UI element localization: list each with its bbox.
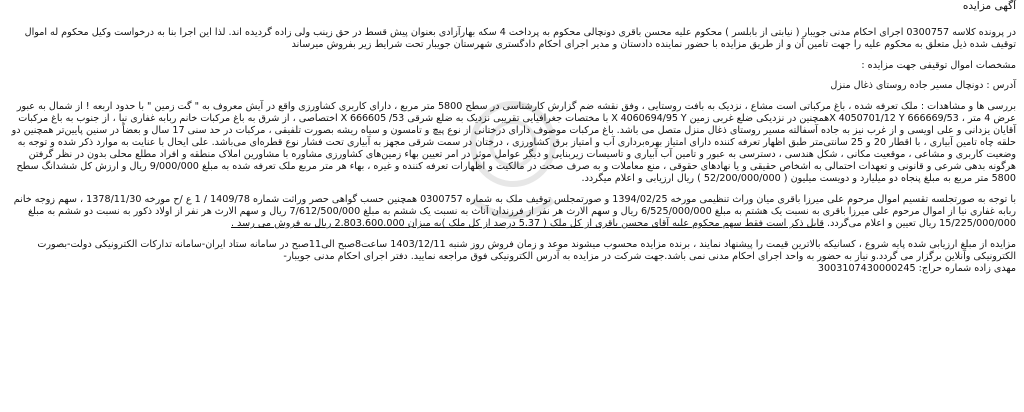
- auction-notice: [4, 0, 1016, 412]
- auction-terms-paragraph: مزایده از مبلغ ارزیابی شده پایه شروع ، کسانیکه بالاترین قیمت را پیشنهاد نمایند ، برنده مزایده محسوب میشوند موعد و زمان فروش روز شنبه 1403/12/11 ساعت8صبح الی11صبح در سامانه ستاد ایران-سامانه تدارکات الکترونیکی دولت-بصورت الکترونیکی وآنلاین برگزار می گردد.و نیاز به حضور به واحد اجرای احکام مدنی نمی باشد.جهت شرکت در مزایده به آدرس الکترونیکی فوق مراجعه نمایید. دفتر اجرای احکام مدنی جویبار-: [37, 239, 1016, 262]
- seized-property-heading: مشخصات اموال توقیفی جهت مزایده :: [861, 60, 1016, 71]
- auction-number: 3003107430000245: [817, 263, 916, 274]
- notice-intro-paragraph: در پرونده کلاسه 0300757 اجرای احکام مدنی جویبار ( نیابتی از بابلسر ) محکوم علیه محسن باقری دونچالی محکوم به پرداخت 4 سکه بهارآزادی بعنوان پیش قسط در حق زینب ولی زاده گردیده اند. لذا این اجرا بنا به درخواست وکیل محکوم له اموال توقیف شده ذیل متعلق به محکوم علیه را جهت تامین آن و از طریق مزایده با حضور نماینده دادستان و مدیر اجرای احکام دادگستری شهرستان جویبار تحت شرایط زیر بفروش میرساند: [24, 27, 1016, 50]
- sale-share-statement: قابل ذکر است فقط سهم محکوم علیه آقای محسن باقری از کل ملک ( 5.37 درصد از کل ملک )به میزان 2.803.600.000 ریال به فروش می رسد .: [231, 218, 824, 229]
- inspection-paragraph: بررسی ها و مشاهدات : ملک تعرفه شده ، باغ مرکباتی است مشاع ، نزدیک به بافت روستایی ، وفق نقشه ضم گزارش کارشناسی در سطح 5800 متر مربع ، دارای کاربری کشاورزی واقع در آیش معروف به " گت زمین " با حدود اربعه ! از شمال به عبور عرض 4 متر ، X 4050701/12 Y 666669/53همچنین در نزدیکی ضلع غربی زمین X 4060694/95 Y با مختصات جغرافیایی تقریبی نزدیک به ضلع شرقی X 666605 /53 اختصاصی ، از شرق به باغ مرکبات خانم ربابه غفاری نیا ، از جنوب به باغ مرکبات آقایان یزدانی و علی اویسی و از غرب نیز به جاده آسفالته مسیر روستای ذغال منزل متصل می باشد. باغ مرکبات موصوف دارای درختانی از نوع پیچ و تامسون و سیاه ریشه بصورت تلفیقی ، مرکبات در حد سنی 17 سال و بعضاً در سنین پایین‌تر همچنین دو حلقه چاه تامین آبیاری ، با اقطار 20 و 25 سانتی‌متر طبق اظهار تعرفه کننده دارای امتیاز بهره‌برداری آب و امتیاز برق کشاورزی ، درختان در سمت شرقی مجهز به آبیاری تحت فشار نوع قطره‌ای می‌باشد. علی ایحال با عنایت به موارد ذکر شده و توجه به وضعیت کاربری و مشاعی ، موقعیت مکانی ، شکل هندسی ، دسترسی به عبور و تامین آب آبیاری و تاسیسات زیربنایی و دیگر عوامل موثر در امر تعیین بهاء زمین‌های کشاورزی مشاوره با مشاورین املاک منطقه و افراد مطلع محلی بدون در نظر گرفتن هرگونه بدهی شرعی و قانونی و تعهدات احتمالی به اشخاص حقیقی و یا نهادهای حقوقی ، منع معاملات و به صرف صحت در مالکیت و اظهارات تعرفه کننده و غیره ، بهاء هر متر مربع ملک تعرفه شده به مبلغ 9/000/000 ریال و ارزش کل ششدانگ سطح 5800 متر مربع به مبلغ پنجاه دو میلیارد و دویست میلیون ( 52/200/000/000 ) ریال ارزیابی و اعلام میگردد.: [11, 101, 1016, 184]
- signature-line: [4, 263, 1016, 275]
- property-address: آدرس : دونچال مسیر جاده روستای ذغال منزل: [830, 80, 1016, 91]
- inheritance-text: با توجه به صورتجلسه تقسیم اموال مرحوم علی میرزا باقری میان وراث تنظیمی مورخه 1394/02/25 و صورتمجلس توقیف ملک به شماره 0300757 همچنین حسب گواهی حصر وراثت شماره 1409/78 / 1 ع /ح مورخه 1378/11/30 ، سهم زوجه خانم ربابه غفاری نیا از اموال مرحوم علی میرزا باقری به نسبت یک هشتم به مبلغ 6/525/000/000 ریال و سهم الارث هر نفر از فرزندان آناث به نسبت یک ششم به مبلغ 7/612/500/000 ریال و سهم الارث هر نفر از اولاد ذکور به نسبت دو ششم به مبلغ 15/225/000/000 ریال تعیین و اعلام می‌گردد.: [13, 194, 1016, 229]
- notice-title: آگهی مزایده: [962, 0, 1016, 12]
- signature-text: مهدی زاده شماره حراج:: [918, 263, 1016, 274]
- inheritance-paragraph: [4, 194, 1016, 230]
